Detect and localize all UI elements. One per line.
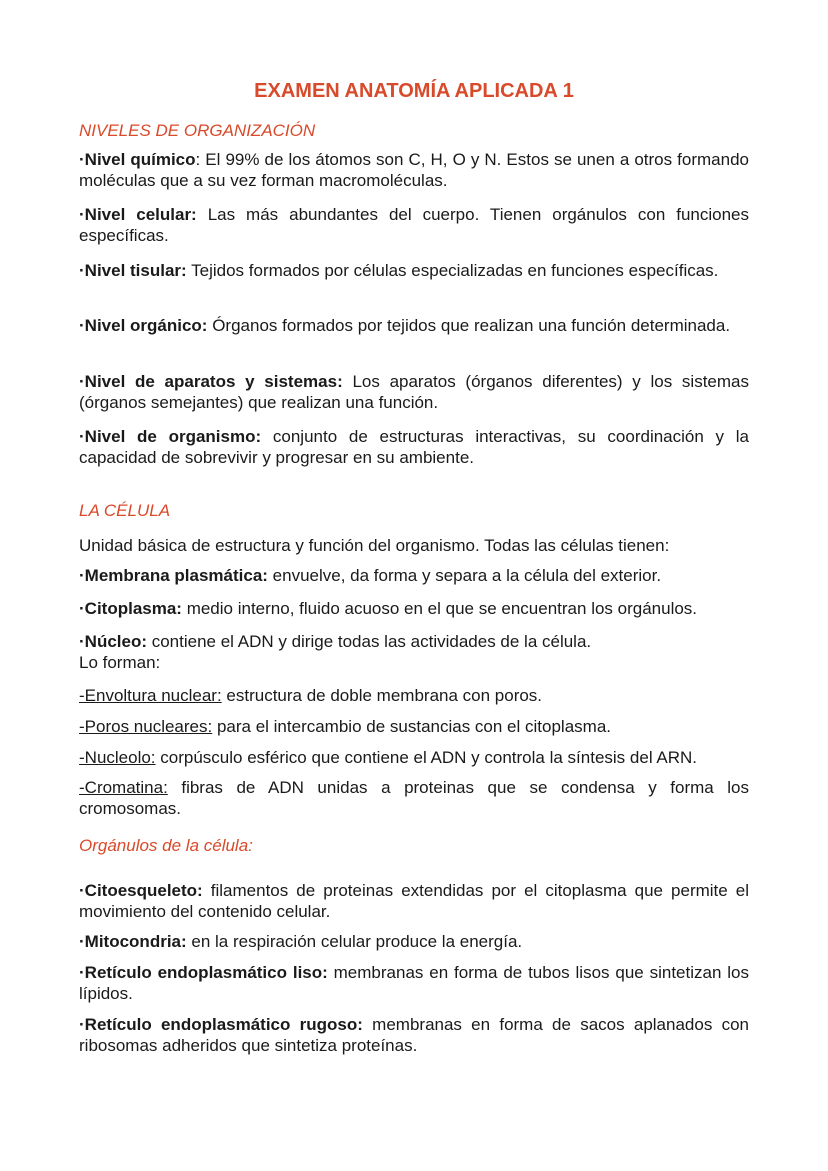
term: -Poros nucleares: [79,717,213,736]
term: ·Nivel químico [79,150,196,169]
definition: : El 99% de los átomos son C, H, O y N. Estos se unen a otros formando moléculas que a su vez forman macromoléculas. [79,150,749,190]
paragraph-rer [79,1014,749,1056]
term: ·Membrana plasmática: [79,566,268,585]
term: -Envoltura nuclear: [79,686,222,705]
term: ·Retículo endoplasmático liso: [79,963,328,982]
term: ·Citoesqueleto: [79,881,203,900]
term: ·Nivel tisular: [79,261,187,280]
definition: membranas en forma de tubos lisos que sintetizan los lípidos. [79,963,749,1003]
paragraph-rel [79,962,749,1004]
document-title: EXAMEN ANATOMÍA APLICADA 1 [254,80,574,102]
definition: corpúsculo esférico que contiene el ADN y controla la síntesis del ARN. [155,748,697,767]
paragraph-nucleo [79,631,749,652]
term: ·Núcleo: [79,632,147,651]
paragraph-nivel-aparatos [79,371,749,413]
term: ·Retículo endoplasmático rugoso: [79,1015,363,1034]
term: ·Nivel de aparatos y sistemas: [79,372,343,391]
definition: estructura de doble membrana con poros. [221,686,543,705]
paragraph-membrana [79,565,749,586]
paragraph-poros [79,716,749,737]
definition: membranas en forma de sacos aplanados con ribosomas adheridos que sintetiza proteínas. [79,1015,749,1055]
definition: Las más abundantes del cuerpo. Tienen orgánulos con funciones específicas. [79,205,750,245]
paragraph-nivel-tisular [79,260,749,281]
definition: para el intercambio de sustancias con el citoplasma. [212,717,611,736]
section-heading-organulos: Orgánulos de la célula: [79,836,253,855]
paragraph-nivel-organismo [79,426,749,468]
paragraph-nivel-organico [79,315,749,336]
term: -Cromatina: [79,778,168,797]
celula-intro: Unidad básica de estructura y función del organismo. Todas las células tienen: [79,536,670,555]
term: ·Nivel de organismo: [79,427,262,446]
paragraph-cromatina [79,777,749,819]
definition: filamentos de proteinas extendidas por el citoplasma que permite el movimiento del contenido celular. [79,881,749,921]
definition: envuelve, da forma y separa a la célula del exterior. [267,566,662,585]
definition: Órganos formados por tejidos que realizan una función determinada. [207,316,731,335]
term: ·Nivel orgánico: [79,316,208,335]
term: -Nucleolo: [79,748,156,767]
term: ·Nivel celular: [79,205,197,224]
section-heading-niveles: NIVELES DE ORGANIZACIÓN [79,121,316,140]
definition: conjunto de estructuras interactivas, su coordinación y la capacidad de sobrevivir y progresar en su ambiente. [79,427,750,467]
paragraph-envoltura [79,685,749,706]
section-heading-celula: LA CÉLULA [79,501,171,520]
paragraph-citoplasma [79,598,749,619]
definition: Los aparatos (órganos diferentes) y los sistemas (órganos semejantes) que realizan una función. [79,372,749,412]
paragraph-nivel-quimico [79,149,749,191]
lo-forman: Lo forman: [79,653,161,672]
paragraph-citoesqueleto [79,880,749,922]
definition: medio interno, fluido acuoso en el que se encuentran los orgánulos. [181,599,698,618]
definition: Tejidos formados por células especializadas en funciones específicas. [186,261,719,280]
paragraph-nucleolo [79,747,749,768]
term: ·Mitocondria: [79,932,187,951]
paragraph-mitocondria [79,931,749,952]
definition: fibras de ADN unidas a proteinas que se condensa y forma los cromosomas. [79,778,749,818]
definition: en la respiración celular produce la energía. [186,932,523,951]
definition: contiene el ADN y dirige todas las actividades de la célula. [147,632,592,651]
term: ·Citoplasma: [79,599,182,618]
paragraph-nivel-celular [79,204,749,246]
